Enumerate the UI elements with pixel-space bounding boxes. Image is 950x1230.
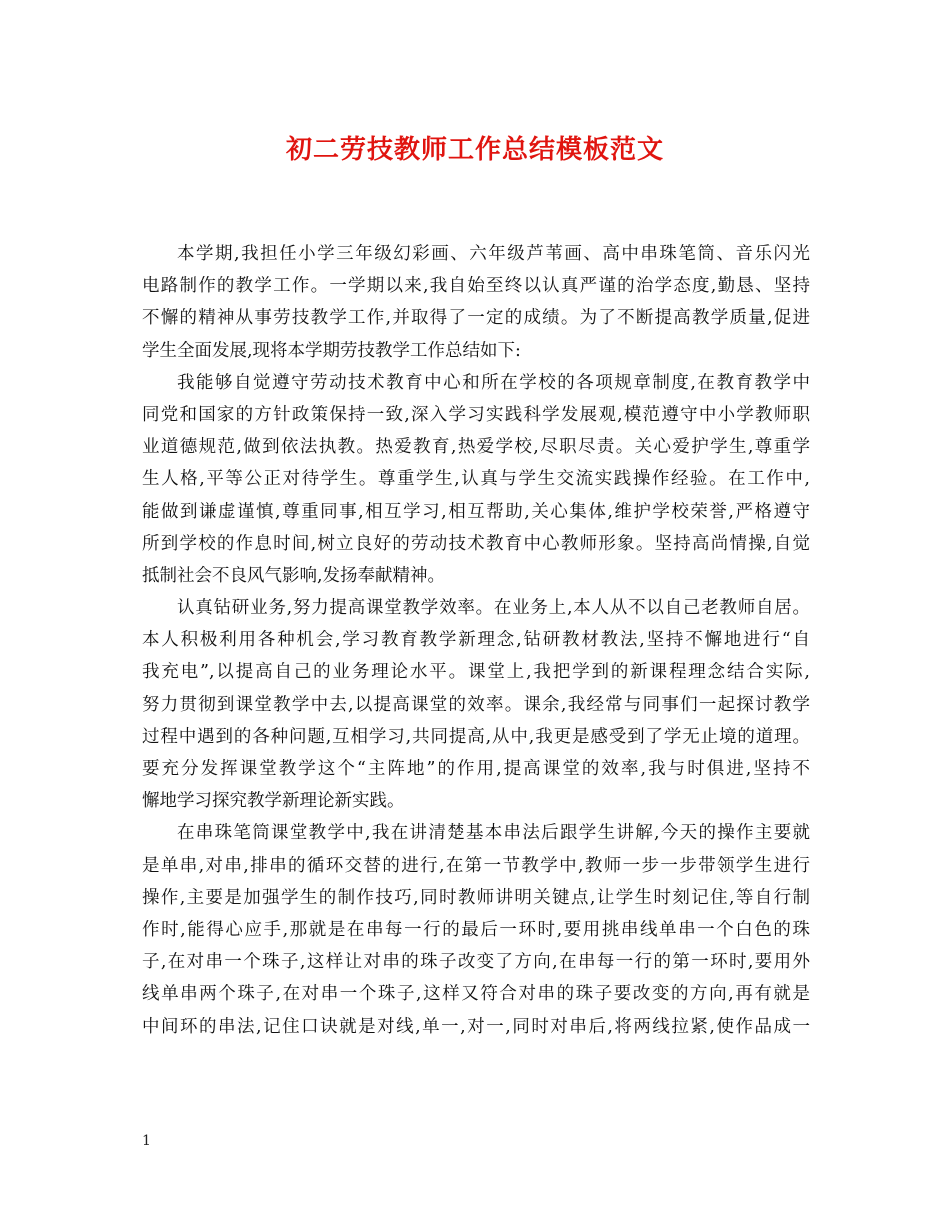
text-line: 本人积极利用各种机会,学习教育教学新理念,钻研教材教法,坚持不懈地进行“自 <box>142 630 810 651</box>
page-number: 1 <box>142 1133 151 1149</box>
text-line: 业道德规范,做到依法执教。热爱教育,热爱学校,尽职尽责。关心爱护学生,尊重学 <box>142 437 810 458</box>
text-line: 是单串,对串,排串的循环交替的进行,在第一节教学中,教师一步一步带领学生进行 <box>142 855 810 876</box>
text-line: 操作,主要是加强学生的制作技巧,同时教师讲明关键点,让学生时刻记住,等自行制 <box>142 887 810 908</box>
text-line: 中间环的串法,记住口诀就是对线,单一,对一,同时对串后,将两线拉紧,使作品成一 <box>142 1016 810 1037</box>
text-line: 不懈的精神从事劳技教学工作,并取得了一定的成绩。为了不断提高教学质量,促进 <box>142 308 810 329</box>
text-line: 本学期,我担任小学三年级幻彩画、六年级芦苇画、高中串珠笔筒、音乐闪光 <box>177 244 810 264</box>
document-body <box>142 238 810 1043</box>
text-line: 生人格,平等公正对待学生。尊重学生,认真与学生交流实践操作经验。在工作中, <box>142 469 810 490</box>
text-line: 能做到谦虚谨慎,尊重同事,相互学习,相互帮助,关心集体,维护学校荣誉,严格遵守 <box>142 501 810 522</box>
text-line: 线单串两个珠子,在对串一个珠子,这样又符合对串的珠子要改变的方向,再有就是 <box>142 984 810 1005</box>
text-line: 电路制作的教学工作。一学期以来,我自始至终以认真严谨的治学态度,勤恳、坚持 <box>142 276 810 297</box>
text-line: 作时,能得心应手,那就是在串每一行的最后一环时,要用挑串线单串一个白色的珠 <box>142 919 810 940</box>
text-line: 过程中遇到的各种问题,互相学习,共同提高,从中,我更是感受到了学无止境的道理。 <box>142 726 810 747</box>
text-line: 要充分发挥课堂教学这个“主阵地”的作用,提高课堂的效率,我与时俱进,坚持不 <box>142 759 810 779</box>
text-line: 抵制社会不良风气影响,发扬奉献精神。 <box>142 565 446 586</box>
text-line: 学生全面发展,现将本学期劳技教学工作总结如下: <box>142 340 521 361</box>
text-line: 同党和国家的方针政策保持一致,深入学习实践科学发展观,模范遵守中小学教师职 <box>142 404 810 425</box>
text-line: 所到学校的作息时间,树立良好的劳动技术教育中心教师形象。坚持高尚情操,自觉 <box>142 533 810 554</box>
text-line: 在串珠笔筒课堂教学中,我在讲清楚基本串法后跟学生讲解,今天的操作主要就 <box>177 823 810 844</box>
document-title: 初二劳技教师工作总结模板范文 <box>285 135 664 165</box>
text-line: 我能够自觉遵守劳动技术教育中心和所在学校的各项规章制度,在教育教学中 <box>177 372 810 393</box>
text-line: 努力贯彻到课堂教学中去,以提高课堂的效率。课余,我经常与同事们一起探讨教学 <box>142 694 810 715</box>
text-line: 我充电”,以提高自己的业务理论水平。课堂上,我把学到的新课程理念结合实际, <box>142 662 810 683</box>
text-line: 子,在对串一个珠子,这样让对串的珠子改变了方向,在串每一行的第一环时,要用外 <box>142 952 810 973</box>
text-line: 懈地学习探究教学新理论新实践。 <box>142 791 405 812</box>
text-line: 认真钻研业务,努力提高课堂教学效率。在业务上,本人从不以自己老教师自居。 <box>177 598 810 619</box>
